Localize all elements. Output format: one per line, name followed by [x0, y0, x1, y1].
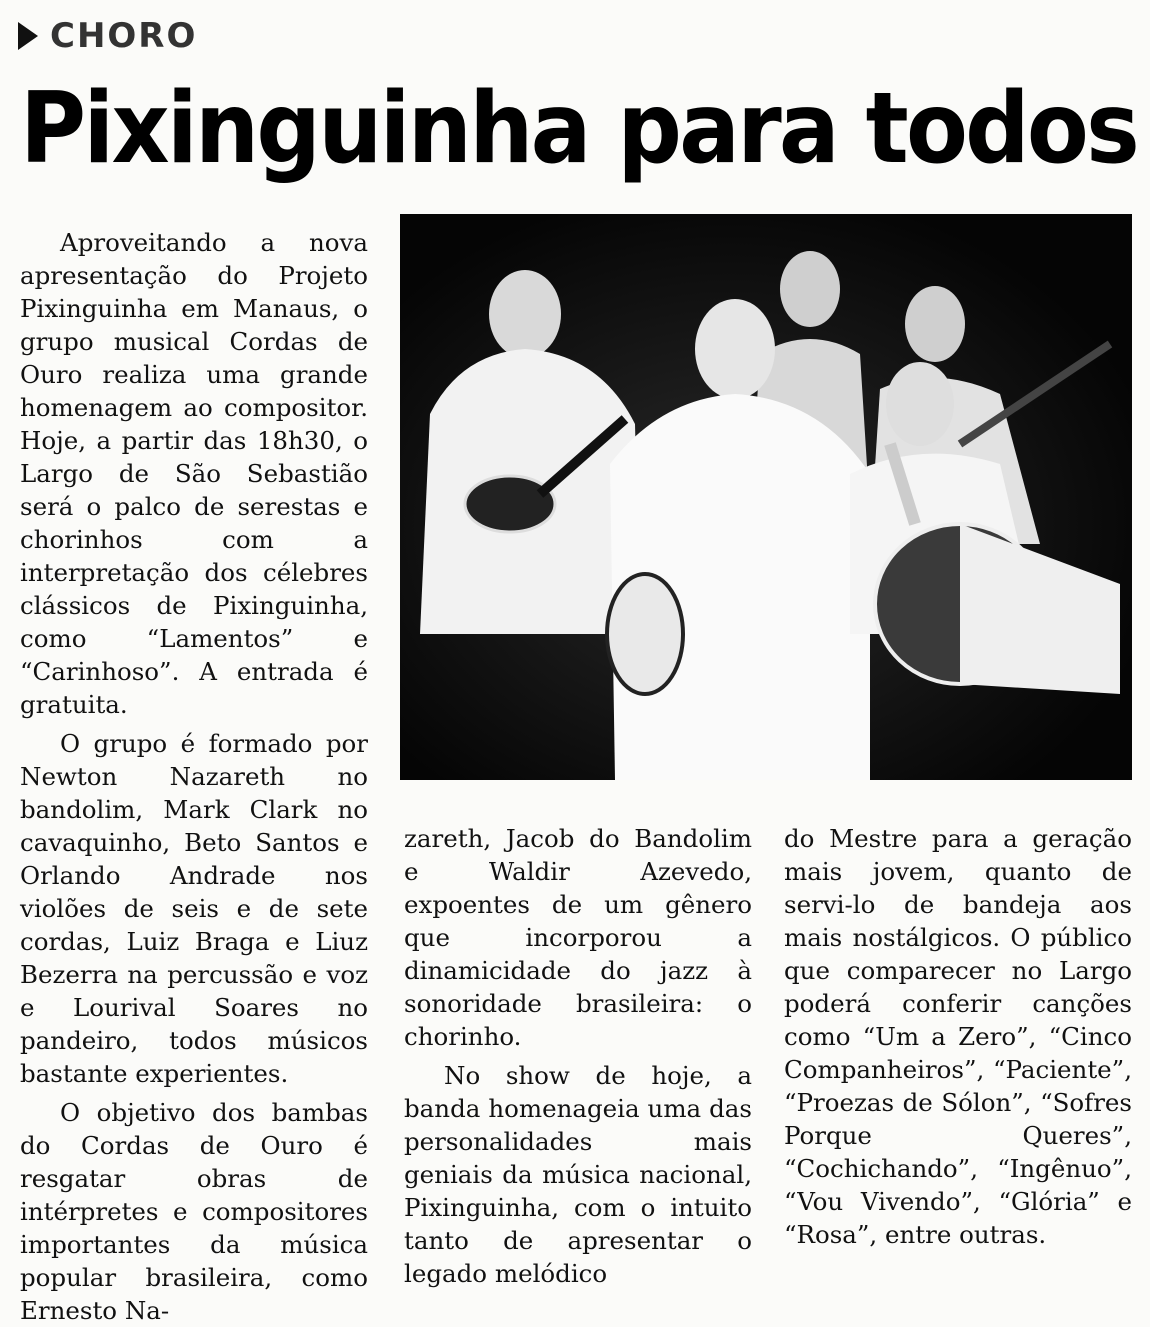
section-header [18, 14, 197, 58]
triangle-marker-icon [18, 22, 38, 50]
section-label: CHORO [50, 16, 198, 56]
article-photo [400, 214, 1132, 780]
paragraph: O objetivo dos bambas do Cordas de Ouro é resgatar obras de intérpretes e compositores importantes da música popular brasileira, como Ernesto Na- [20, 1098, 368, 1325]
paragraph: do Mestre para a geração mais jovem, quanto de servi-lo de bandeja aos mais nostálgicos. O público que comparecer no Largo poderá conferir canções como “Um a Zero”, “Cinco Companheiros”, “Paciente”, “Proezas de Sólon”, “Sofres Porque Queres”, “Cochichando”, “Ingênuo”, “Vou Vivendo”, “Glória” e “Rosa”, entre outras. [784, 824, 1132, 1249]
headline: Pixinguinha para todos [20, 72, 1137, 186]
article-column-1 [20, 226, 368, 1327]
paragraph: O grupo é formado por Newton Nazareth no bandolim, Mark Clark no cavaquinho, Beto Santos e Orlando Andrade nos violões de seis e de sete cordas, Luiz Braga e Liuz Bezerra na percussão e voz e Lourival Soares no pandeiro, todos músicos bastante experientes. [20, 729, 368, 1088]
paragraph: Aproveitando a nova apresentação do Projeto Pixinguinha em Manaus, o grupo musical Cordas de Ouro realiza uma grande homenagem ao compositor. Hoje, a partir das 18h30, o Largo de São Sebastião será o palco de serestas e chorinhos com a interpretação dos célebres clássicos de Pixinguinha, como “Lamentos” e “Carinhoso”. A entrada é gratuita. [20, 228, 368, 719]
paragraph: No show de hoje, a banda homenageia uma das personalidades mais geniais da música nacional, Pixinguinha, com o intuito tanto de apresentar o legado melódico [404, 1061, 752, 1288]
paragraph: zareth, Jacob do Bandolim e Waldir Azevedo, expoentes de um gênero que incorporou a dinamicidade do jazz à sonoridade brasileira: o chorinho. [404, 824, 752, 1051]
article-column-3 [784, 822, 1132, 1251]
photo-musicians-icon [400, 214, 1132, 780]
article-column-2 [404, 822, 752, 1290]
